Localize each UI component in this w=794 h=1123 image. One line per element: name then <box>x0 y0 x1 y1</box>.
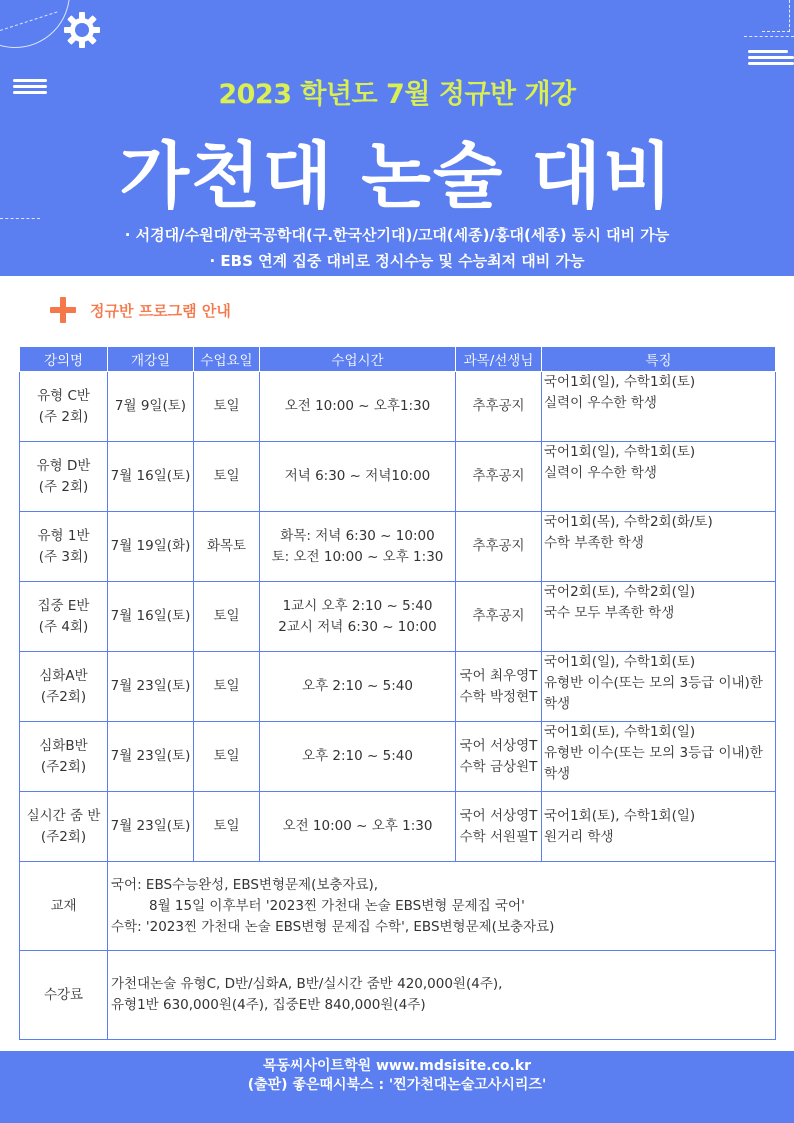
teacher-cell: 추후공지 <box>456 372 542 442</box>
start-date-cell: 7월 9일(토) <box>108 372 194 442</box>
column-header: 수업시간 <box>260 347 456 372</box>
time-cell: 오후 2:10 ~ 5:40 <box>260 722 456 792</box>
section-title: 정규반 프로그램 안내 <box>90 301 231 320</box>
header-bullet: · EBS 연계 집중 대비로 정시수능 및 수능최저 대비 가능 <box>209 252 585 270</box>
class-name-cell: 유형 D반 (주 2회) <box>20 442 108 512</box>
days-cell: 토일 <box>194 792 260 862</box>
header-bullet: · 서경대/수원대/한국공학대(구.한국산기대)/고대(세종)/홍대(세종) 동시 대비 가능 <box>124 226 670 244</box>
features-cell: 국어1회(토), 수학1회(일) 유형반 이수(또는 모의 3등급 이내)한 학생 <box>542 722 776 792</box>
features-cell: 국어1회(토), 수학1회(일) 원거리 학생 <box>542 792 776 862</box>
footer-publisher: (출판) 좋은때시북스 : '찐가천대논술고사시리즈' <box>247 1077 547 1093</box>
days-cell: 토일 <box>194 652 260 722</box>
table-row <box>20 582 776 652</box>
table-row <box>20 442 776 512</box>
days-cell: 토일 <box>194 372 260 442</box>
time-cell: 저녁 6:30 ~ 저녁10:00 <box>260 442 456 512</box>
time-cell: 오전 10:00 ~ 오후 1:30 <box>260 792 456 862</box>
table-row <box>20 372 776 442</box>
gear-outline-decoration <box>0 0 70 48</box>
textbook-row <box>20 862 776 951</box>
table-row <box>20 512 776 582</box>
table-row <box>20 792 776 862</box>
teacher-cell: 국어 최우영T 수학 박정현T <box>456 652 542 722</box>
time-cell: 오후 2:10 ~ 5:40 <box>260 652 456 722</box>
section-heading <box>50 296 231 324</box>
class-name-cell: 유형 C반 (주 2회) <box>20 372 108 442</box>
column-header: 강의명 <box>20 347 108 372</box>
teacher-cell: 추후공지 <box>456 442 542 512</box>
class-name-cell: 심화A반 (주2회) <box>20 652 108 722</box>
teacher-cell: 추후공지 <box>456 512 542 582</box>
class-name-cell: 유형 1반 (주 3회) <box>20 512 108 582</box>
time-cell: 1교시 오후 2:10 ~ 5:40 2교시 저녁 6:30 ~ 10:00 <box>260 582 456 652</box>
teacher-cell: 추후공지 <box>456 582 542 652</box>
days-cell: 화목토 <box>194 512 260 582</box>
year-subtitle: 2023 학년도 7월 정규반 개강 <box>218 79 576 110</box>
teacher-cell: 국어 서상영T 수학 금상원T <box>456 722 542 792</box>
main-title: 가천대 논술 대비 <box>119 134 675 218</box>
table-row <box>20 652 776 722</box>
header-banner <box>0 0 794 276</box>
class-name-cell: 실시간 줌 반 (주2회) <box>20 792 108 862</box>
start-date-cell: 7월 16일(토) <box>108 582 194 652</box>
fee-row <box>20 951 776 1040</box>
start-date-cell: 7월 16일(토) <box>108 442 194 512</box>
column-header: 과목/선생님 <box>456 347 542 372</box>
features-cell: 국어2회(토), 수학2회(일) 국수 모두 부족한 학생 <box>542 582 776 652</box>
time-cell: 오전 10:00 ~ 오후1:30 <box>260 372 456 442</box>
gear-icon <box>64 12 100 48</box>
footer-academy: 목동씨사이트학원 www.mdsisite.co.kr <box>262 1058 532 1074</box>
days-cell: 토일 <box>194 722 260 792</box>
dashed-corner-decoration <box>762 0 790 32</box>
start-date-cell: 7월 23일(토) <box>108 652 194 722</box>
days-cell: 토일 <box>194 582 260 652</box>
plus-icon <box>50 297 76 323</box>
column-header: 수업요일 <box>194 347 260 372</box>
features-cell: 국어1회(일), 수학1회(토) 실력이 우수한 학생 <box>542 372 776 442</box>
start-date-cell: 7월 19일(화) <box>108 512 194 582</box>
dashed-line-decoration <box>744 36 794 37</box>
features-cell: 국어1회(일), 수학1회(토) 실력이 우수한 학생 <box>542 442 776 512</box>
textbook-content: 국어: EBS수능완성, EBS변형문제(보충자료), 8월 15일 이후부터 '2023찐 가천대 논술 EBS변형 문제집 국어' 수학: '2023찐 가천대 논술 EBS변형 문제집 수학', EBS변형문제(보충자료) <box>108 862 776 951</box>
days-cell: 토일 <box>194 442 260 512</box>
column-header: 특징 <box>542 347 776 372</box>
features-cell: 국어1회(목), 수학2회(화/토) 수학 부족한 학생 <box>542 512 776 582</box>
start-date-cell: 7월 23일(토) <box>108 722 194 792</box>
schedule-table <box>19 346 776 1040</box>
start-date-cell: 7월 23일(토) <box>108 792 194 862</box>
teacher-cell: 국어 서상영T 수학 서원필T <box>456 792 542 862</box>
time-cell: 화목: 저녁 6:30 ~ 10:00 토: 오전 10:00 ~ 오후 1:30 <box>260 512 456 582</box>
fee-content: 가천대논술 유형C, D반/심화A, B반/실시간 줌반 420,000원(4주), 유형1반 630,000원(4주), 집중E반 840,000원(4주) <box>108 951 776 1040</box>
features-cell: 국어1회(일), 수학1회(토) 유형반 이수(또는 모의 3등급 이내)한 학생 <box>542 652 776 722</box>
column-header: 개강일 <box>108 347 194 372</box>
fee-label: 수강료 <box>20 951 108 1040</box>
class-name-cell: 집중 E반 (주 4회) <box>20 582 108 652</box>
table-header-row <box>20 347 776 372</box>
textbook-label: 교재 <box>20 862 108 951</box>
class-name-cell: 심화B반 (주2회) <box>20 722 108 792</box>
footer-banner <box>0 1051 794 1123</box>
menu-lines-right-icon <box>748 50 794 68</box>
table-row <box>20 722 776 792</box>
